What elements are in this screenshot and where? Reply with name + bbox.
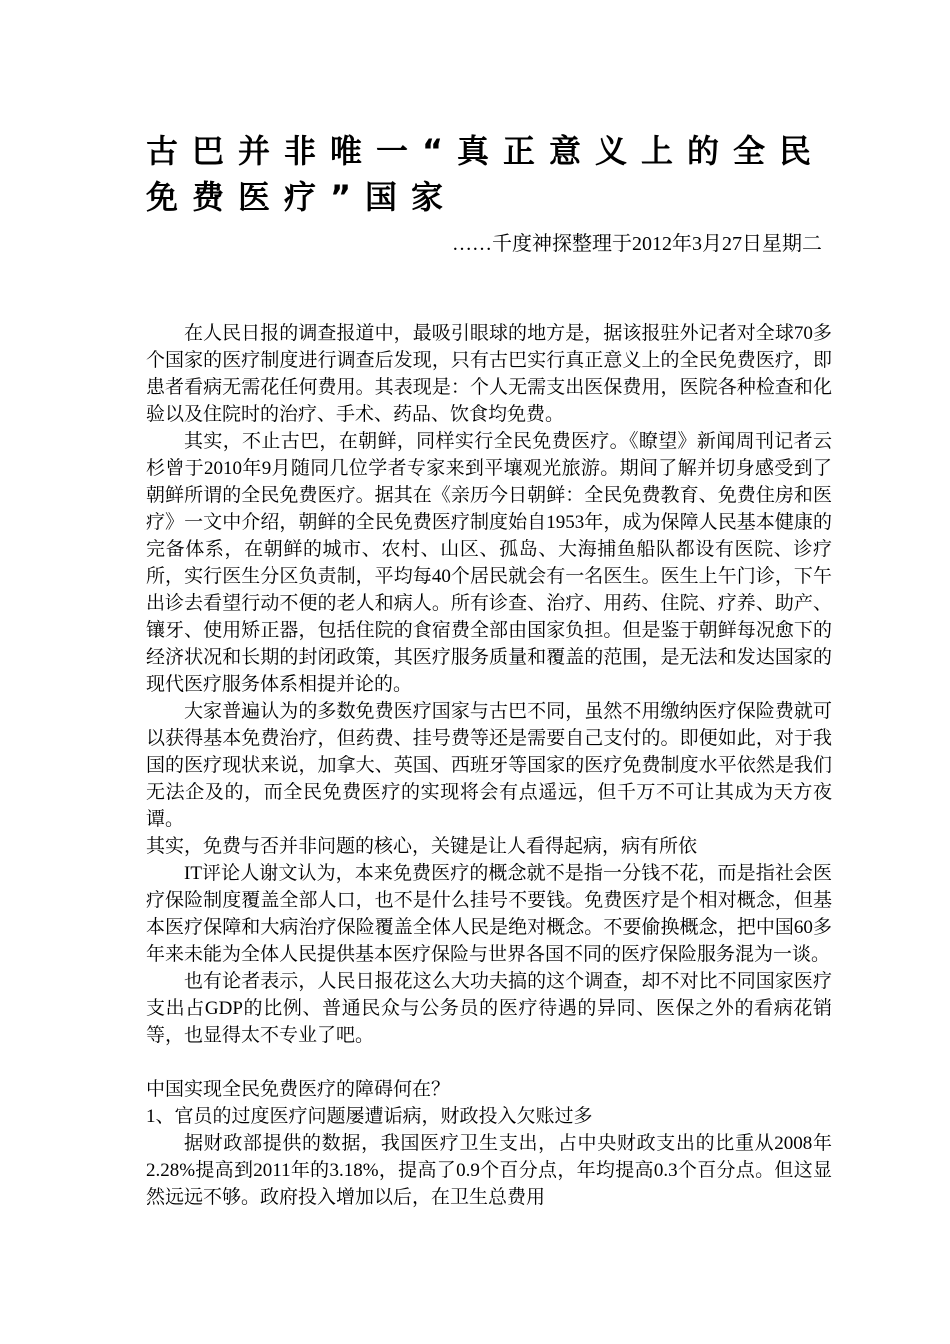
paragraph-4: IT评论人谢文认为，本来免费医疗的概念就不是指一分钱不花，而是指社会医疗保险制度覆盖全部人口，也不是什么挂号不要钱。免费医疗是个相对概念，但基本医疗保障和大病治疗保险覆盖全体人民是绝对概念。不要偷换概念，把中国60多年来未能为全体人民提供基本医疗保险与世界各国不同的医疗保险服务混为一谈。 [146,863,832,965]
paragraph-1: 在人民日报的调查报道中，最吸引眼球的地方是，据该报驻外记者对全球70多个国家的医疗制度进行调查后发现，只有古巴实行真正意义上的全民免费医疗，即患者看病无需花任何费用。其表现是：个人无需支出医保费用，医院各种检查和化验以及住院时的治疗、手术、药品、饮食均免费。 [146,323,832,425]
paragraph-5: 也有论者表示，人民日报花这么大功夫搞的这个调查，却不对比不同国家医疗支出占GDP的比例、普通民众与公务员的医疗待遇的异同、医保之外的看病花销等，也显得太不专业了吧。 [146,971,832,1046]
document-byline: ……千度神探整理于2012年3月27日星期二 [452,233,822,255]
section-heading-core-issue: 其实，免费与否并非问题的核心，关键是让人看得起病，病有所依 [146,836,698,857]
subheading-officials: 1、官员的过度医疗问题屡遭诟病，财政投入欠账过多 [146,1106,593,1127]
blank-line [146,1049,832,1076]
paragraph-2: 其实，不止古巴，在朝鲜，同样实行全民免费医疗。《瞭望》新闻周刊记者云杉曾于2010年9月随同几位学者专家来到平壤观光旅游。期间了解并切身感受到了朝鲜所谓的全民免费医疗。据其在《亲历今日朝鲜：全民免费教育、免费住房和医疗》一文中介绍，朝鲜的全民免费医疗制度始自1953年，成为保障人民基本健康的完备体系，在朝鲜的城市、农村、山区、孤岛、大海捕鱼船队都设有医院、诊疗所，实行医生分区负责制，平均每40个居民就会有一名医生。医生上午门诊，下午出诊去看望行动不便的老人和病人。所有诊查、治疗、用药、住院、疗养、助产、镶牙、使用矫正器，包括住院的食宿费全部由国家负担。但是鉴于朝鲜每况愈下的经济状况和长期的封闭政策，其医疗服务质量和覆盖的范围，是无法和发达国家的现代医疗服务体系相提并论的。 [146,431,832,695]
paragraph-6: 据财政部提供的数据，我国医疗卫生支出，占中央财政支出的比重从2008年2.28%提高到2011年的3.18%，提高了0.9个百分点，年均提高0.3个百分点。但这显然远远不够。政府投入增加以后，在卫生总费用 [146,1133,832,1208]
document-title: 古巴并非唯一“真正意义上的全民免费医疗”国家 [146,132,826,216]
paragraph-3: 大家普遍认为的多数免费医疗国家与古巴不同，虽然不用缴纳医疗保险费就可以获得基本免费治疗，但药费、挂号费等还是需要自己支付的。即便如此，对于我国的医疗现状来说，加拿大、英国、西班牙等国家的医疗免费制度水平依然是我们无法企及的，而全民免费医疗的实现将会有点遥远，但千万不可让其成为天方夜谭。 [146,701,832,830]
document-body [146,320,832,1211]
section-heading-obstacles: 中国实现全民免费医疗的障碍何在？ [146,1079,451,1100]
